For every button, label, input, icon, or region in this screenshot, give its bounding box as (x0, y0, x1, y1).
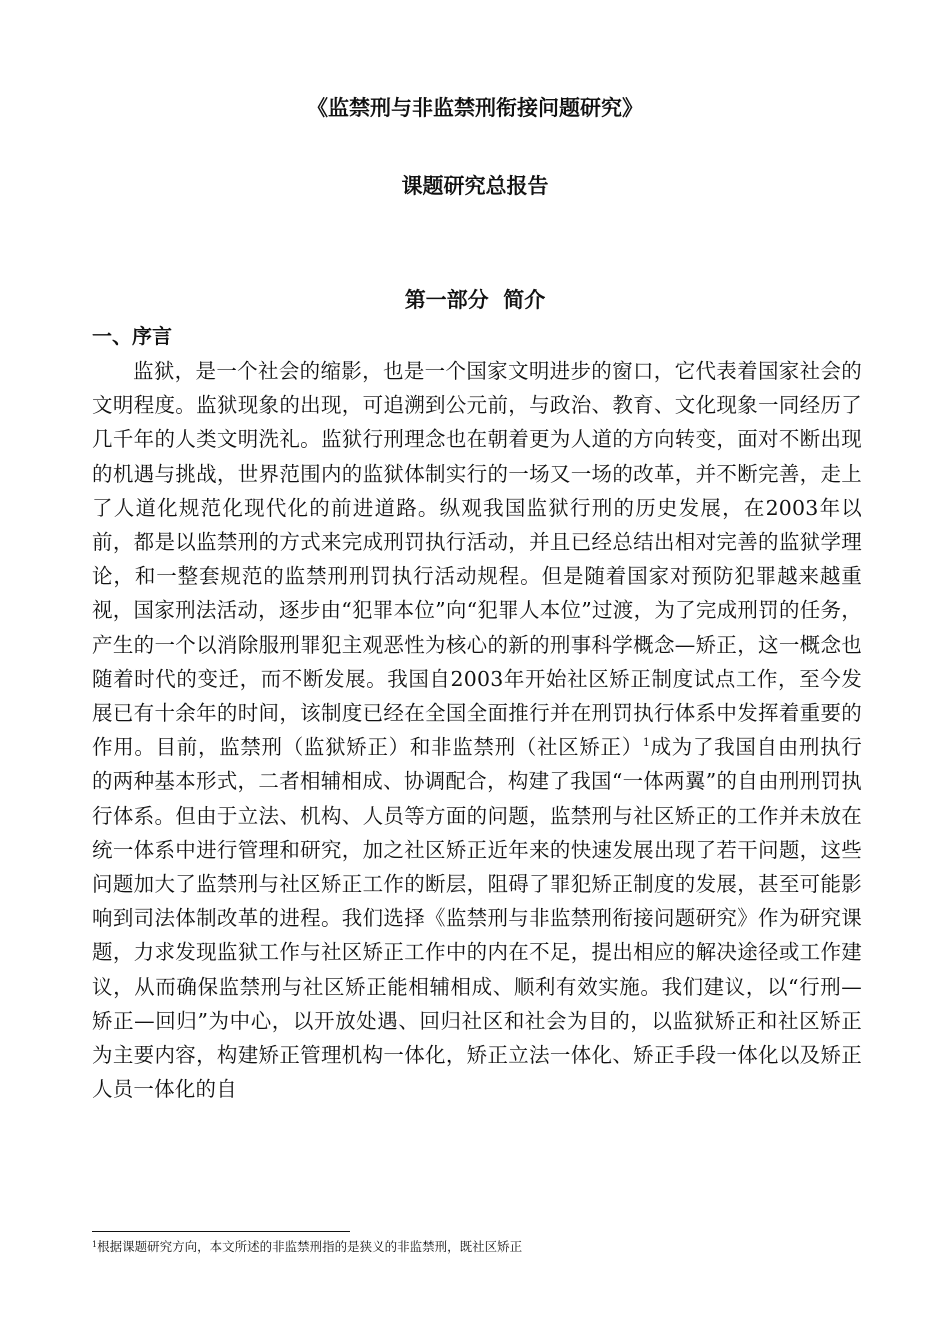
footnote (92, 1239, 862, 1255)
footnote-marker: 1 (92, 1240, 98, 1249)
footnote-text: 根据课题研究方向，本文所述的非监禁刑指的是狭义的非监禁刑，既社区矫正 (97, 1239, 523, 1254)
paragraph-text-part-2: 成为了我国自由刑执行的两种基本形式，二者相辅相成、协调配合，构建了我国“一体两翼”的自由刑刑罚执行体系。但由于立法、机构、人员等方面的问题，监禁刑与社区矫正的工作并未放在统一体系中进行管理和研究，加之社区矫正近年来的快速发展出现了若干问题，这些问题加大了监禁刑与社区矫正工作的断层，阻碍了罪犯矫正制度的发展，甚至可能影响到司法体制改革的进程。我们选择《监禁刑与非监禁刑衔接问题研究》作为研究课题，力求发现监狱工作与社区矫正工作中的内在不足，提出相应的解决途径或工作建议，从而确保监禁刑与社区矫正能相辅相成、顺利有效实施。我们建议，以“行刑—矫正—回归”为中心，以开放处遇、回归社区和社会为目的，以监狱矫正和社区矫正为主要内容，构建矫正管理机构一体化，矫正立法一体化、矫正手段一体化以及矫正人员一体化的自 (92, 735, 862, 1102)
document-subtitle: 课题研究总报告 (401, 174, 549, 198)
part-heading: 第一部分 简介 (404, 288, 546, 312)
document-title: 《监禁刑与非监禁刑衔接问题研究》 (307, 96, 643, 120)
footnote-divider (92, 1231, 350, 1232)
paragraph-text-part-1: 监狱，是一个社会的缩影，也是一个国家文明进步的窗口，它代表着国家社会的文明程度。监狱现象的出现，可追溯到公元前，与政治、教育、文化现象一同经历了几千年的人类文明洗礼。监狱行刑理念也在朝着更为人道的方向转变，面对不断出现的机遇与挑战，世界范围内的监狱体制实行的一场又一场的改革，并不断完善，走上了人道化规范化现代化的前进道路。纵观我国监狱行刑的历史发展，在2003年以前，都是以监禁刑的方式来完成刑罚执行活动，并且已经总结出相对完善的监狱学理论，和一整套规范的监禁刑刑罚执行活动规程。但是随着国家对预防犯罪越来越重视，国家刑法活动，逐步由“犯罪本位”向“犯罪人本位”过渡，为了完成刑罚的任务，产生的一个以消除服刑罪犯主观恶性为核心的新的刑事科学概念—矫正，这一概念也随着时代的变迁，而不断发展。我国自2003年开始社区矫正制度试点工作，至今发展已有十余年的时间，该制度已经在全国全面推行并在刑罚执行体系中发挥着重要的作用。目前，监禁刑（监狱矫正）和非监禁刑（社区矫正） (92, 359, 862, 760)
footnote-reference[interactable]: 1 (642, 736, 651, 750)
section-heading: 一、序言 (92, 324, 172, 348)
body-paragraph (92, 354, 862, 1234)
